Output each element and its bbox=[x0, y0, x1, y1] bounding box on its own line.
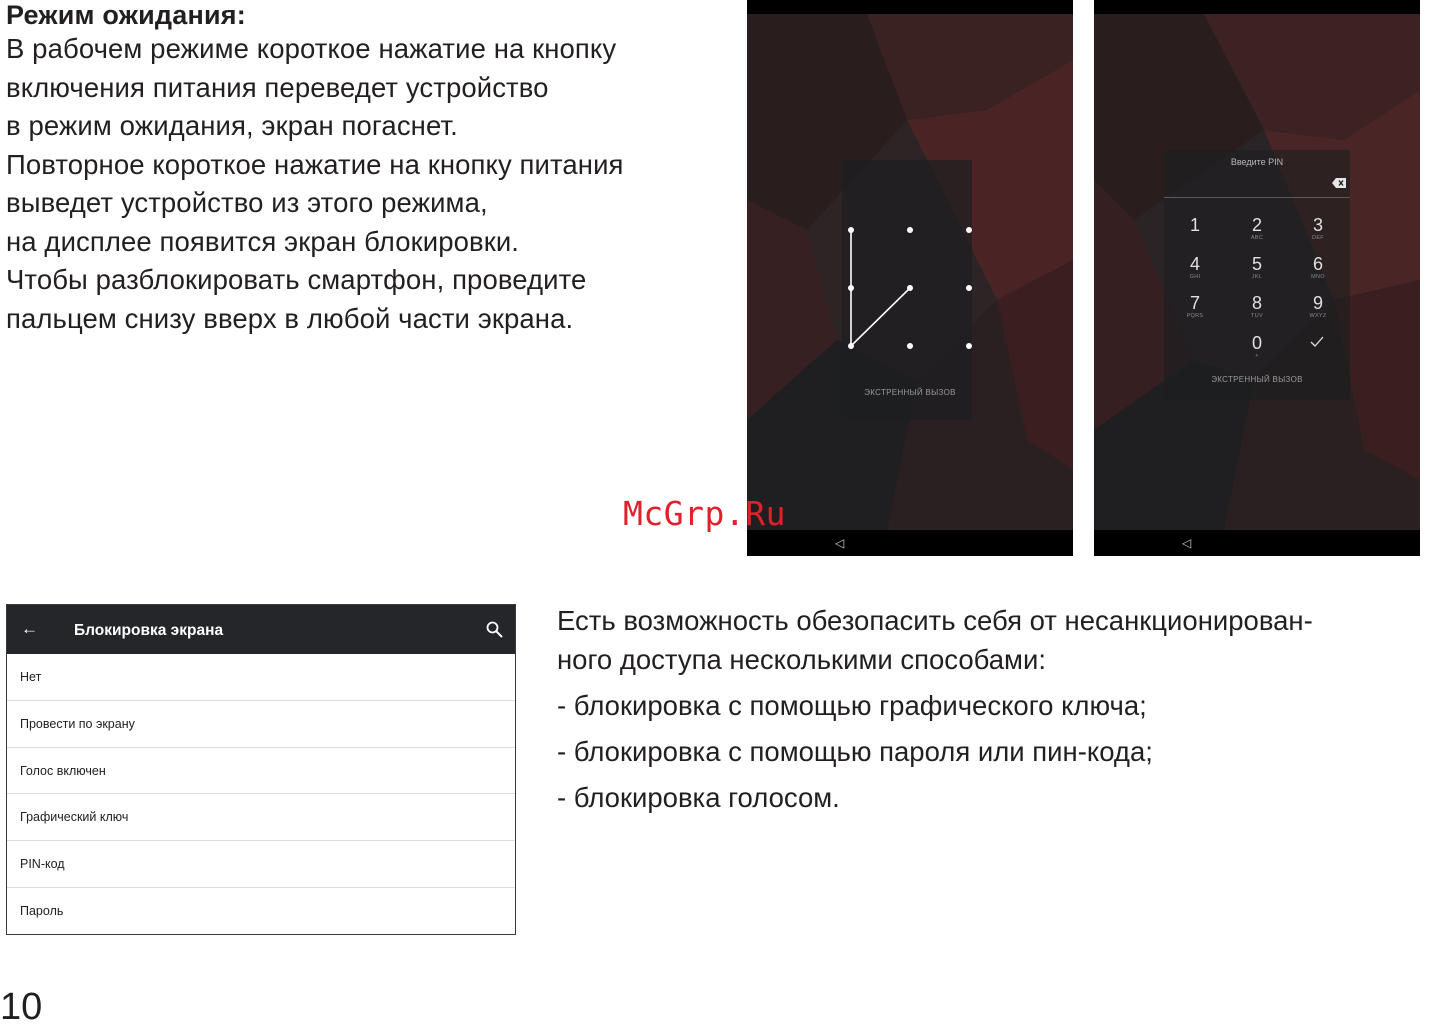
pin-key[interactable]: 3 DEF bbox=[1312, 215, 1324, 241]
security-methods-list bbox=[557, 683, 1433, 821]
pattern-dot bbox=[966, 285, 972, 291]
status-bar bbox=[1094, 0, 1420, 14]
search-icon[interactable] bbox=[486, 621, 503, 638]
standby-line: выведет устройство из этого режима, bbox=[6, 187, 488, 218]
emergency-call-button[interactable]: ЭКСТРЕННЫЙ ВЫЗОВ bbox=[864, 388, 956, 397]
pin-key[interactable]: 8 TUV bbox=[1251, 293, 1263, 319]
security-intro: Есть возможность обезопасить себя от несанкционирован- bbox=[557, 605, 1313, 636]
watermark: McGrp.Ru bbox=[623, 494, 786, 533]
standby-section bbox=[6, 0, 736, 338]
pattern-dot bbox=[848, 343, 854, 349]
pin-key[interactable]: 1 bbox=[1189, 215, 1200, 235]
pattern-dot bbox=[966, 227, 972, 233]
pin-key[interactable]: 0 + bbox=[1251, 333, 1262, 359]
pin-lock-screenshot bbox=[1094, 0, 1420, 556]
pattern-dot bbox=[907, 227, 913, 233]
lock-option-pattern[interactable]: Графический ключ bbox=[7, 794, 515, 841]
lock-option-voice[interactable]: Голос включен bbox=[7, 748, 515, 795]
backspace-icon[interactable] bbox=[1332, 178, 1346, 188]
settings-title: Блокировка экрана bbox=[74, 622, 224, 639]
nav-bar bbox=[747, 530, 1073, 556]
pattern-lock-screenshot bbox=[747, 0, 1073, 556]
pin-input-line bbox=[1164, 197, 1350, 198]
security-method-item: - блокировка с помощью графического ключа; bbox=[557, 690, 1147, 721]
standby-line: В рабочем режиме короткое нажатие на кнопку bbox=[6, 33, 617, 64]
nav-bar bbox=[1094, 530, 1420, 556]
pin-key[interactable]: 5 JKL bbox=[1251, 254, 1263, 280]
standby-line: пальцем снизу вверх в любой части экрана. bbox=[6, 302, 574, 334]
security-method-item: - блокировка с помощью пароля или пин-кода; bbox=[557, 736, 1153, 767]
pattern-dot bbox=[966, 343, 972, 349]
standby-heading: Режим ожидания: bbox=[6, 0, 246, 30]
pattern-grid[interactable] bbox=[747, 0, 1073, 556]
pin-key[interactable]: 4 GHI bbox=[1189, 254, 1201, 280]
emergency-call-button[interactable]: ЭКСТРЕННЫЙ ВЫЗОВ bbox=[1211, 375, 1303, 384]
security-section bbox=[557, 602, 1433, 821]
lock-option-swipe[interactable]: Провести по экрану bbox=[7, 701, 515, 748]
triangle-back-icon[interactable]: ◁ bbox=[1182, 536, 1192, 550]
pin-prompt: Введите PIN bbox=[1230, 157, 1284, 167]
standby-line: на дисплее появится экран блокировки. bbox=[6, 225, 520, 257]
arrow-back-icon[interactable]: ← bbox=[21, 619, 38, 638]
standby-line: включения питания переведет устройство bbox=[6, 71, 549, 103]
pin-key[interactable]: 9 WXYZ bbox=[1309, 293, 1327, 319]
page-number: 10 bbox=[0, 986, 43, 1024]
standby-line: Чтобы разблокировать смартфон, проведите bbox=[6, 264, 587, 295]
security-method-item: - блокировка голосом. bbox=[557, 782, 840, 813]
pin-key[interactable]: 2 ABC bbox=[1250, 215, 1264, 241]
standby-line: в режим ожидания, экран погаснет. bbox=[6, 110, 458, 141]
standby-line: Повторное короткое нажатие на кнопку питания bbox=[6, 148, 624, 180]
pattern-dot bbox=[907, 285, 913, 291]
pattern-dot bbox=[907, 343, 913, 349]
security-intro: ного доступа несколькими способами: bbox=[557, 643, 1046, 675]
checkmark-icon[interactable] bbox=[1310, 336, 1324, 348]
triangle-back-icon[interactable]: ◁ bbox=[835, 536, 845, 550]
lock-option-pin[interactable]: PIN-код bbox=[7, 841, 515, 888]
pattern-dot bbox=[848, 285, 854, 291]
settings-toolbar bbox=[7, 605, 515, 654]
screen-lock-settings bbox=[6, 604, 516, 935]
pin-key[interactable]: 7 PQRS bbox=[1186, 293, 1204, 319]
lock-option-none[interactable]: Нет bbox=[7, 654, 515, 701]
pin-key[interactable]: 6 MNO bbox=[1311, 254, 1325, 280]
lock-option-password[interactable]: Пароль bbox=[20, 903, 64, 918]
pattern-dot bbox=[848, 227, 854, 233]
